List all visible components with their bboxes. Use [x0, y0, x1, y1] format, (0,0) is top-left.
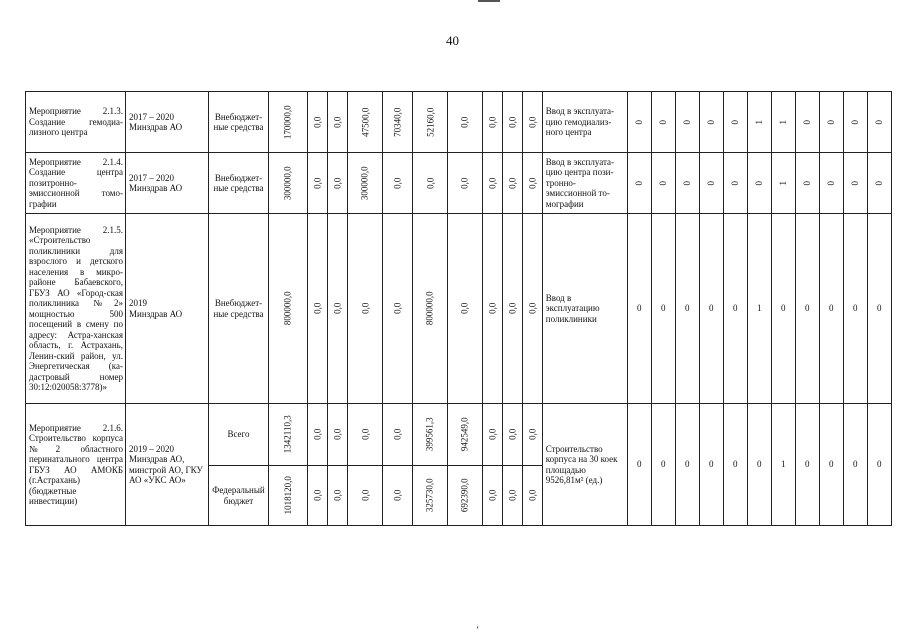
- funding-value-text: 70340,0: [392, 107, 403, 137]
- funding-value: [413, 466, 448, 526]
- table-body: [26, 92, 892, 526]
- indicator-value: [627, 214, 651, 404]
- funding-value: [328, 92, 348, 153]
- indicator-value-text: 0: [661, 459, 666, 470]
- funding-value-text: 0,0: [459, 177, 470, 189]
- funding-value: [348, 153, 383, 214]
- expected-result: Строительство корпуса на 30 коек площадью 9526,81м² (ед.): [542, 404, 627, 526]
- indicator-value: [651, 214, 675, 404]
- table-row: [26, 153, 892, 214]
- funding-value: [482, 466, 502, 526]
- funding-value-text: 0,0: [392, 177, 403, 189]
- indicator-value: [747, 153, 771, 214]
- funding-value-text: 0,0: [359, 302, 370, 315]
- indicator-value-text: 1: [778, 180, 788, 186]
- indicator-value-text: 0: [850, 180, 860, 186]
- funding-value: [348, 466, 383, 526]
- expected-result: Ввод в эксплуата-цию центра пози-тронно-эмиссионной то-мографии: [542, 153, 627, 214]
- funding-value: [383, 153, 413, 214]
- funding-value: [413, 404, 448, 466]
- indicator-value: [867, 153, 891, 214]
- indicator-value: [795, 92, 819, 153]
- funding-value: [448, 153, 483, 214]
- funding-value-text: 300000,0: [282, 166, 293, 200]
- funding-value: [413, 214, 448, 404]
- indicator-value: [819, 92, 843, 153]
- indicator-value-text: 0: [682, 180, 692, 186]
- funding-value-text: 0,0: [527, 428, 537, 441]
- funding-value-text: 0,0: [359, 489, 370, 502]
- funding-value-text: 0,0: [527, 302, 537, 315]
- indicator-value: [675, 92, 699, 153]
- table-row: [26, 214, 892, 404]
- funding-value: [308, 404, 328, 466]
- indicator-value-text: 0: [706, 119, 716, 125]
- funding-source: Внебюджет-ные средства: [209, 153, 269, 214]
- indicator-value-text: 0: [706, 180, 716, 186]
- measure-name: Мероприятие 2.1.5. «Строительство поликлиники для взрослого и детского населения в микро-районе Бабаевского, ГБУЗ АО «Город-ская поликлиника №2» мощностью 500 посещений в смену по адресу: Астра-ханская область, г. Астрахань, Ленин-ский район, ул. Энергетическая (ка-дастровый номер 30:12:020058:3778)»: [26, 214, 126, 404]
- indicator-value-text: 0: [802, 180, 812, 186]
- funding-value: [383, 404, 413, 466]
- funding-value-text: 52160,0: [424, 107, 435, 137]
- funding-value: [502, 404, 522, 466]
- indicator-value-text: 0: [802, 119, 812, 125]
- funding-value-text: 0,0: [507, 428, 517, 441]
- funding-value-text: 0,0: [507, 489, 517, 502]
- funding-source: Внебюджет-ные средства: [209, 92, 269, 153]
- funding-source: Всего: [209, 404, 269, 466]
- funding-value-text: 0,0: [459, 302, 470, 315]
- indicator-value: [627, 153, 651, 214]
- indicator-value: [699, 92, 723, 153]
- indicator-value: [843, 214, 867, 404]
- indicator-value-text: 0: [877, 303, 882, 314]
- indicator-value-text: 1: [778, 119, 788, 125]
- indicator-value-text: 0: [661, 303, 666, 314]
- funding-value: [269, 153, 308, 214]
- funding-value-text: 170000,0: [282, 105, 293, 139]
- funding-value-text: 0,0: [332, 489, 343, 502]
- indicator-value: [747, 214, 771, 404]
- indicator-value: [747, 92, 771, 153]
- funding-value-text: 1018120,0: [282, 476, 293, 515]
- funding-value-text: 47500,0: [359, 107, 370, 137]
- funding-value: [482, 214, 502, 404]
- indicator-value: [723, 214, 747, 404]
- indicator-value-text: 0: [709, 459, 714, 470]
- funding-value: [522, 466, 542, 526]
- funding-value: [522, 92, 542, 153]
- funding-value-text: 1342110,3: [282, 415, 293, 454]
- funding-value-text: 0,0: [312, 177, 323, 189]
- measure-name: Мероприятие 2.1.6. Строительство корпуса №2 областного перинатального центра ГБУЗ АО АМОКБ (г.Астрахань) (бюджетные инвестиции): [26, 404, 126, 526]
- indicator-value: [819, 214, 843, 404]
- indicator-value-text: 0: [850, 119, 860, 125]
- funding-value-text: 0,0: [527, 116, 537, 128]
- funding-value-text: 0,0: [507, 302, 517, 315]
- measure-name: Мероприятие 2.1.3. Создание гемодиа-лизного центра: [26, 92, 126, 153]
- indicator-value-text: 0: [757, 459, 762, 470]
- funding-value-text: 0,0: [487, 489, 497, 502]
- measure-period: 2017 – 2020 Минздрав АО: [126, 153, 209, 214]
- indicator-value: [627, 92, 651, 153]
- indicator-value-text: 1: [754, 119, 764, 125]
- expected-result: Ввод в эксплуатацию поликлиники: [542, 214, 627, 404]
- funding-value: [522, 153, 542, 214]
- indicator-value: [771, 214, 795, 404]
- funding-value-text: 0,0: [527, 177, 537, 189]
- indicator-value-text: 0: [634, 180, 644, 186]
- indicator-value-text: 0: [805, 303, 810, 314]
- indicator-value-text: 0: [682, 119, 692, 125]
- indicator-value-text: 0: [853, 303, 858, 314]
- funding-value-text: 800000,0: [282, 291, 293, 326]
- measure-period: 2017 – 2020 Минздрав АО: [126, 92, 209, 153]
- funding-value: [502, 92, 522, 153]
- funding-value: [308, 153, 328, 214]
- funding-value-text: 0,0: [487, 177, 497, 189]
- funding-value: [348, 404, 383, 466]
- funding-value: [522, 214, 542, 404]
- indicator-value: [651, 404, 675, 526]
- funding-value: [328, 466, 348, 526]
- indicator-value: [771, 92, 795, 153]
- funding-value: [383, 92, 413, 153]
- funding-value: [269, 92, 308, 153]
- funding-value-text: 0,0: [392, 302, 403, 315]
- funding-value: [328, 404, 348, 466]
- indicator-value-text: 1: [781, 459, 786, 470]
- funding-value-text: 692390,0: [459, 478, 470, 513]
- funding-source: Федеральный бюджет: [209, 466, 269, 526]
- funding-value: [348, 92, 383, 153]
- funding-value: [502, 466, 522, 526]
- indicator-value: [723, 404, 747, 526]
- funding-value-text: 0,0: [332, 428, 343, 441]
- funding-value: [269, 214, 308, 404]
- funding-value-text: 0,0: [487, 428, 497, 441]
- indicator-value-text: 0: [658, 180, 668, 186]
- funding-value-text: 942549,0: [459, 417, 470, 452]
- funding-value-text: 0,0: [312, 302, 323, 315]
- funding-value-text: 0,0: [487, 116, 497, 128]
- funding-value-text: 0,0: [527, 489, 537, 502]
- indicator-value: [819, 153, 843, 214]
- funding-value: [448, 92, 483, 153]
- indicator-value-text: 0: [877, 459, 882, 470]
- funding-value-text: 800000,0: [424, 291, 435, 326]
- indicator-value-text: 0: [805, 459, 810, 470]
- funding-value: [448, 404, 483, 466]
- funding-value-text: 0,0: [312, 428, 323, 441]
- table-row: [26, 404, 892, 466]
- funding-value-text: 0,0: [392, 428, 403, 441]
- funding-value: [413, 92, 448, 153]
- header-mark: [478, 0, 500, 2]
- indicator-value-text: 0: [781, 303, 786, 314]
- indicator-value-text: 0: [730, 119, 740, 125]
- funding-value: [348, 214, 383, 404]
- indicator-value-text: 0: [658, 119, 668, 125]
- indicator-value-text: 1: [757, 303, 762, 314]
- indicator-value: [795, 153, 819, 214]
- measure-name: Мероприятие 2.1.4. Создание центра позитронно-эмиссионной томо-графии: [26, 153, 126, 214]
- funding-value: [448, 214, 483, 404]
- indicator-value: [771, 404, 795, 526]
- expected-result: Ввод в эксплуата-цию гемодиализ-ного центра: [542, 92, 627, 153]
- indicator-value-text: 0: [637, 303, 642, 314]
- indicator-value-text: 0: [874, 119, 884, 125]
- indicator-value: [795, 214, 819, 404]
- funding-value-text: 0,0: [312, 489, 323, 502]
- indicator-value: [699, 153, 723, 214]
- funding-value-text: 399561,3: [424, 417, 435, 452]
- program-table: [25, 91, 892, 526]
- indicator-value-text: 0: [829, 459, 834, 470]
- indicator-value: [843, 404, 867, 526]
- funding-value: [269, 466, 308, 526]
- page-number: 40: [446, 33, 459, 48]
- indicator-value: [747, 404, 771, 526]
- indicator-value: [867, 92, 891, 153]
- funding-value-text: 0,0: [392, 489, 403, 502]
- funding-value-text: 0,0: [332, 116, 343, 128]
- funding-value: [482, 92, 502, 153]
- funding-value-text: 0,0: [359, 428, 370, 441]
- indicator-value-text: 0: [733, 303, 738, 314]
- indicator-value: [723, 92, 747, 153]
- indicator-value: [795, 404, 819, 526]
- indicator-value: [843, 153, 867, 214]
- funding-value: [328, 153, 348, 214]
- funding-value: [383, 214, 413, 404]
- funding-value: [308, 214, 328, 404]
- indicator-value: [819, 404, 843, 526]
- indicator-value: [627, 404, 651, 526]
- indicator-value-text: 0: [829, 303, 834, 314]
- funding-value-text: 0,0: [312, 116, 323, 128]
- indicator-value-text: 0: [826, 180, 836, 186]
- funding-value-text: 0,0: [332, 302, 343, 315]
- indicator-value-text: 0: [685, 459, 690, 470]
- indicator-value: [699, 214, 723, 404]
- indicator-value-text: 0: [730, 180, 740, 186]
- funding-value: [308, 466, 328, 526]
- indicator-value-text: 0: [853, 459, 858, 470]
- table-row: [26, 92, 892, 153]
- funding-value: [308, 92, 328, 153]
- scan-dot: ‘: [476, 625, 480, 636]
- indicator-value-text: 0: [733, 459, 738, 470]
- indicator-value: [675, 214, 699, 404]
- indicator-value: [675, 153, 699, 214]
- funding-value-text: 0,0: [487, 302, 497, 315]
- indicator-value: [867, 404, 891, 526]
- indicator-value-text: 0: [709, 303, 714, 314]
- funding-value: [448, 466, 483, 526]
- funding-value-text: 0,0: [424, 177, 435, 189]
- indicator-value: [675, 404, 699, 526]
- indicator-value-text: 0: [685, 303, 690, 314]
- indicator-value-text: 0: [637, 459, 642, 470]
- funding-value: [502, 153, 522, 214]
- funding-source: Внебюджет-ные средства: [209, 214, 269, 404]
- funding-value-text: 0,0: [459, 116, 470, 128]
- indicator-value: [651, 153, 675, 214]
- funding-value: [482, 404, 502, 466]
- funding-value: [328, 214, 348, 404]
- indicator-value: [651, 92, 675, 153]
- measure-period: 2019 Минздрав АО: [126, 214, 209, 404]
- funding-value-text: 300000,0: [359, 166, 370, 200]
- indicator-value-text: 0: [874, 180, 884, 186]
- indicator-value: [699, 404, 723, 526]
- funding-value: [522, 404, 542, 466]
- funding-value: [383, 466, 413, 526]
- funding-value: [482, 153, 502, 214]
- indicator-value: [723, 153, 747, 214]
- indicator-value: [771, 153, 795, 214]
- funding-value: [269, 404, 308, 466]
- indicator-value: [843, 92, 867, 153]
- funding-value: [502, 214, 522, 404]
- indicator-value: [867, 214, 891, 404]
- measure-period: 2019 – 2020 Минздрав АО, минстрой АО, ГКУ АО «УКС АО»: [126, 404, 209, 526]
- indicator-value-text: 0: [634, 119, 644, 125]
- funding-value-text: 0,0: [332, 177, 343, 189]
- funding-value-text: 0,0: [507, 177, 517, 189]
- funding-value-text: 325730,0: [424, 478, 435, 513]
- funding-value: [413, 153, 448, 214]
- indicator-value-text: 0: [754, 180, 764, 186]
- funding-value-text: 0,0: [507, 116, 517, 128]
- indicator-value-text: 0: [826, 119, 836, 125]
